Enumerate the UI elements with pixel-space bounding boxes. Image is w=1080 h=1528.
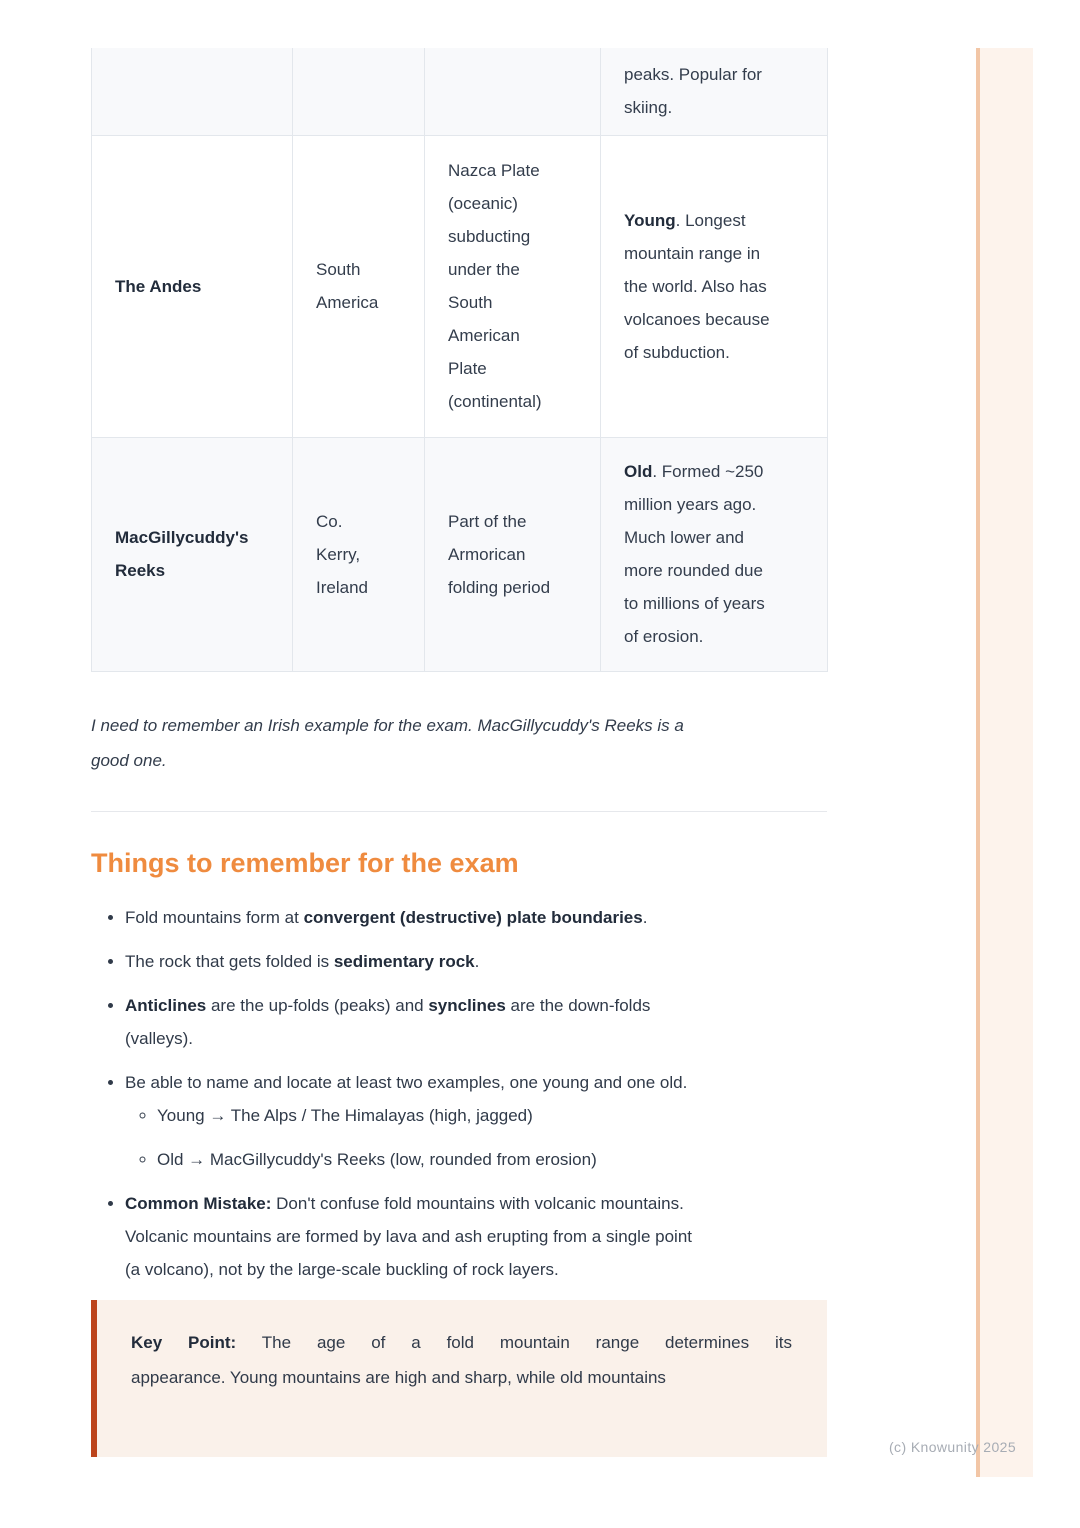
- cell-range-name: MacGillycuddy's Reeks: [92, 437, 293, 671]
- fold-mountains-table: [91, 48, 828, 672]
- key-point-line-2: appearance. Young mountains are high and sharp, while old mountains: [131, 1367, 666, 1387]
- table-row-continued: [92, 48, 828, 135]
- list-item-examples-text: Be able to name and locate at least two examples, one young and one old.: [125, 1072, 688, 1092]
- table-row-macgillycuddys-reeks: [92, 437, 828, 671]
- table-row-andes: [92, 135, 828, 437]
- cell-location: [293, 48, 425, 135]
- examples-sub-list: [125, 1099, 827, 1176]
- cell-formation: [425, 48, 601, 135]
- sub-list-item-young: ◦ Young → The Alps / The Himalayas (high, jagged): [157, 1099, 827, 1132]
- list-item-sedimentary-rock: • The rock that gets folded is sedimentary rock.: [125, 945, 827, 978]
- list-item-common-mistake: • Common Mistake: Don't confuse fold mountains with volcanic mountains. Volcanic mountains are formed by lava and ash erupting from a single point (a volcano), not by the large-scale buckling of rock layers.: [125, 1187, 827, 1286]
- cell-formation: Nazca Plate (oceanic) subducting under the South American Plate (continental): [425, 135, 601, 437]
- cell-formation: Part of the Armorican folding period: [425, 437, 601, 671]
- section-divider: [91, 811, 827, 812]
- list-item-examples: [125, 1066, 827, 1176]
- cell-range-name: [92, 48, 293, 135]
- cell-range-name: The Andes: [92, 135, 293, 437]
- list-item-plate-boundaries: • Fold mountains form at convergent (destructive) plate boundaries.: [125, 901, 827, 934]
- key-point-callout: [91, 1300, 827, 1457]
- cell-location: Co. Kerry, Ireland: [293, 437, 425, 671]
- list-item-anticlines-synclines: • Anticlines are the up-folds (peaks) and synclines are the down-folds (valleys).: [125, 989, 827, 1055]
- page-content: [91, 48, 827, 1457]
- cell-age-description: Young. Longest mountain range in the world. Also has volcanoes because of subduction.: [601, 135, 828, 437]
- section-heading: Things to remember for the exam: [91, 847, 519, 878]
- key-point-line-1: Key Point: The age of a fold mountain range determines its: [131, 1332, 792, 1352]
- exam-bullet-list: [91, 901, 827, 1286]
- cell-age-description: Old. Formed ~250 million years ago. Much lower and more rounded due to millions of years of erosion.: [601, 437, 828, 671]
- watermark: (c) Knowunity 2025: [889, 1439, 1017, 1455]
- sub-list-item-old: ◦ Old → MacGillycuddy's Reeks (low, rounded from erosion): [157, 1143, 827, 1176]
- cell-location: South America: [293, 135, 425, 437]
- cell-age-description: peaks. Popular for skiing.: [601, 48, 828, 135]
- personal-note: I need to remember an Irish example for the exam. MacGillycuddy's Reeks is a good one.: [91, 715, 684, 770]
- page-margin-accent-strip: [976, 48, 1033, 1477]
